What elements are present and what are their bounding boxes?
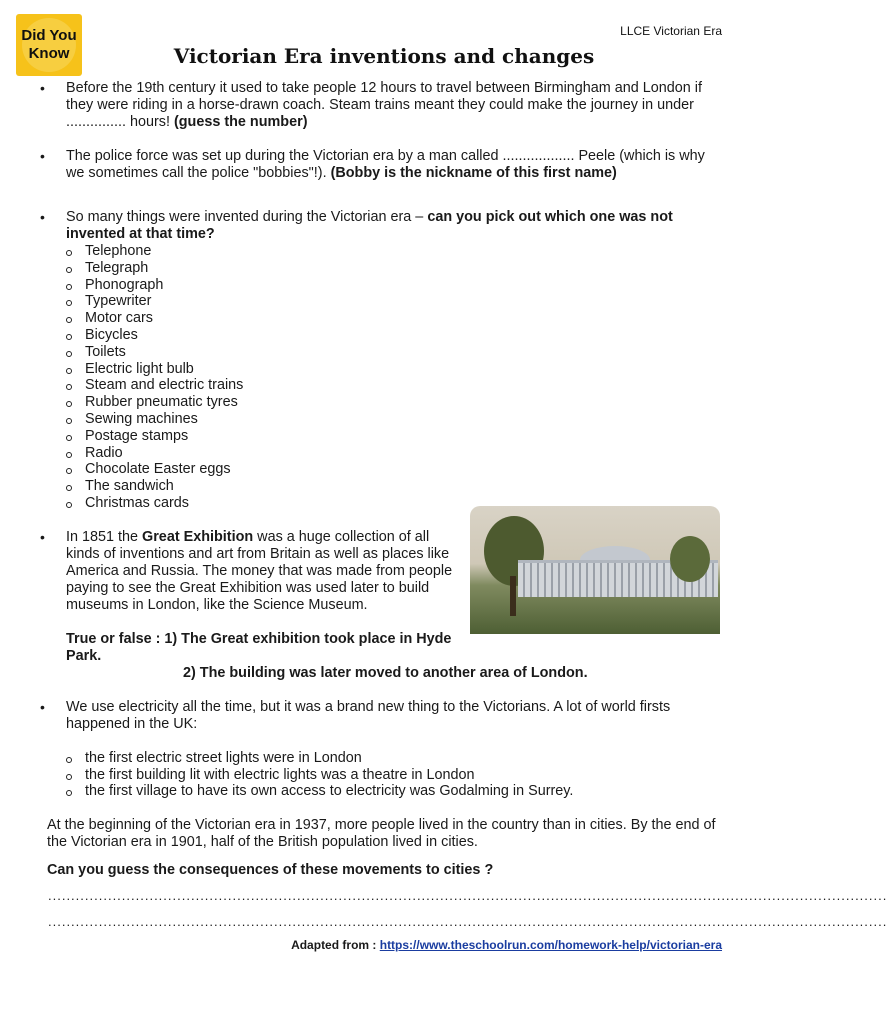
page-title: Victorian Era inventions and changes bbox=[173, 44, 595, 68]
list-item: Rubber pneumatic tyres bbox=[66, 394, 722, 411]
logo-line2: Know bbox=[28, 45, 70, 62]
course-header: LLCE Victorian Era bbox=[620, 24, 722, 38]
tree-shape bbox=[670, 536, 710, 582]
source-label: Adapted from : bbox=[291, 938, 380, 952]
source-link[interactable]: https://www.theschoolrun.com/homework-help/victorian-era bbox=[379, 938, 722, 952]
bullet-exhibition bbox=[40, 529, 458, 614]
true-false-q1: True or false : 1) The Great exhibition took place in Hyde Park. bbox=[66, 630, 452, 664]
list-item: Telephone bbox=[66, 243, 722, 260]
list-item: Chocolate Easter eggs bbox=[66, 461, 722, 478]
bullet-inventions-question: can you pick out which one was not invented at that time? bbox=[66, 209, 673, 242]
list-item: Radio bbox=[66, 445, 722, 462]
list-item: Toilets bbox=[66, 344, 722, 361]
bullet-inventions bbox=[40, 209, 722, 243]
exhibition-post: was a huge collection of all kinds of inventions and art from Britain as well as places like America and Russia. The money that was made from people paying to see the Great Exhibition was used later to build museums in London, like the Science Museum. bbox=[66, 528, 453, 613]
list-item: the first electric street lights were in London bbox=[66, 750, 722, 767]
list-item: the first village to have its own access to electricity was Godalming in Surrey. bbox=[66, 783, 722, 800]
list-item: The sandwich bbox=[66, 478, 722, 495]
tree-trunk-shape bbox=[510, 576, 516, 616]
urbanisation-paragraph: At the beginning of the Victorian era in 1937, more people lived in the country than in cities. By the end of the Victorian era in 1901, half of the British population lived in cities. bbox=[47, 817, 716, 851]
logo-line1: Did You bbox=[21, 27, 77, 44]
bullet-police-hint: (Bobby is the nickname of this first name) bbox=[330, 165, 617, 181]
list-item: the first building lit with electric lights was a theatre in London bbox=[66, 767, 722, 784]
list-item: Christmas cards bbox=[66, 495, 722, 512]
list-item: Telegraph bbox=[66, 260, 722, 277]
list-item: Postage stamps bbox=[66, 428, 722, 445]
bullet-police bbox=[40, 148, 722, 182]
consequences-question: Can you guess the consequences of these movements to cities ? bbox=[47, 862, 494, 879]
crystal-palace-image bbox=[470, 506, 720, 634]
list-item: Electric light bulb bbox=[66, 361, 722, 378]
bullet-inventions-text: So many things were invented during the Victorian era – bbox=[66, 209, 428, 225]
worksheet-content bbox=[40, 80, 722, 879]
exhibition-pre: In 1851 the bbox=[66, 528, 143, 545]
list-item: Bicycles bbox=[66, 327, 722, 344]
list-item: Sewing machines bbox=[66, 411, 722, 428]
electricity-firsts-list bbox=[40, 750, 722, 800]
true-false-q2: 2) The building was later moved to another area of London. bbox=[183, 664, 588, 681]
list-item: Typewriter bbox=[66, 293, 722, 310]
bullet-electricity bbox=[40, 699, 722, 733]
answer-line-2[interactable]: ...................................................................................................................................................................................... bbox=[48, 914, 887, 929]
inventions-list bbox=[40, 243, 722, 512]
list-item: Motor cars bbox=[66, 310, 722, 327]
bullet-electricity-text: We use electricity all the time, but it was a brand new thing to the Victorians. A lot of world firsts happened in the UK: bbox=[66, 698, 671, 732]
bullet-police-text: The police force was set up during the Victorian era by a man called .................. Peele (which is why we sometimes call the police "bobbies"!). bbox=[66, 148, 705, 181]
bullet-travel-text: Before the 19th century it used to take people 12 hours to travel between Birmingham and London if they were riding in a horse-drawn coach. Steam trains meant they could make the journey in under ............... hours! bbox=[66, 80, 702, 130]
list-item: Phonograph bbox=[66, 277, 722, 294]
answer-line-1[interactable]: ...................................................................................................................................................................................... bbox=[48, 888, 887, 903]
bullet-travel-hint: (guess the number) bbox=[173, 114, 308, 130]
source-credit bbox=[291, 938, 722, 952]
bullet-travel bbox=[40, 80, 722, 131]
exhibition-name: Great Exhibition bbox=[142, 528, 254, 545]
list-item: Steam and electric trains bbox=[66, 377, 722, 394]
